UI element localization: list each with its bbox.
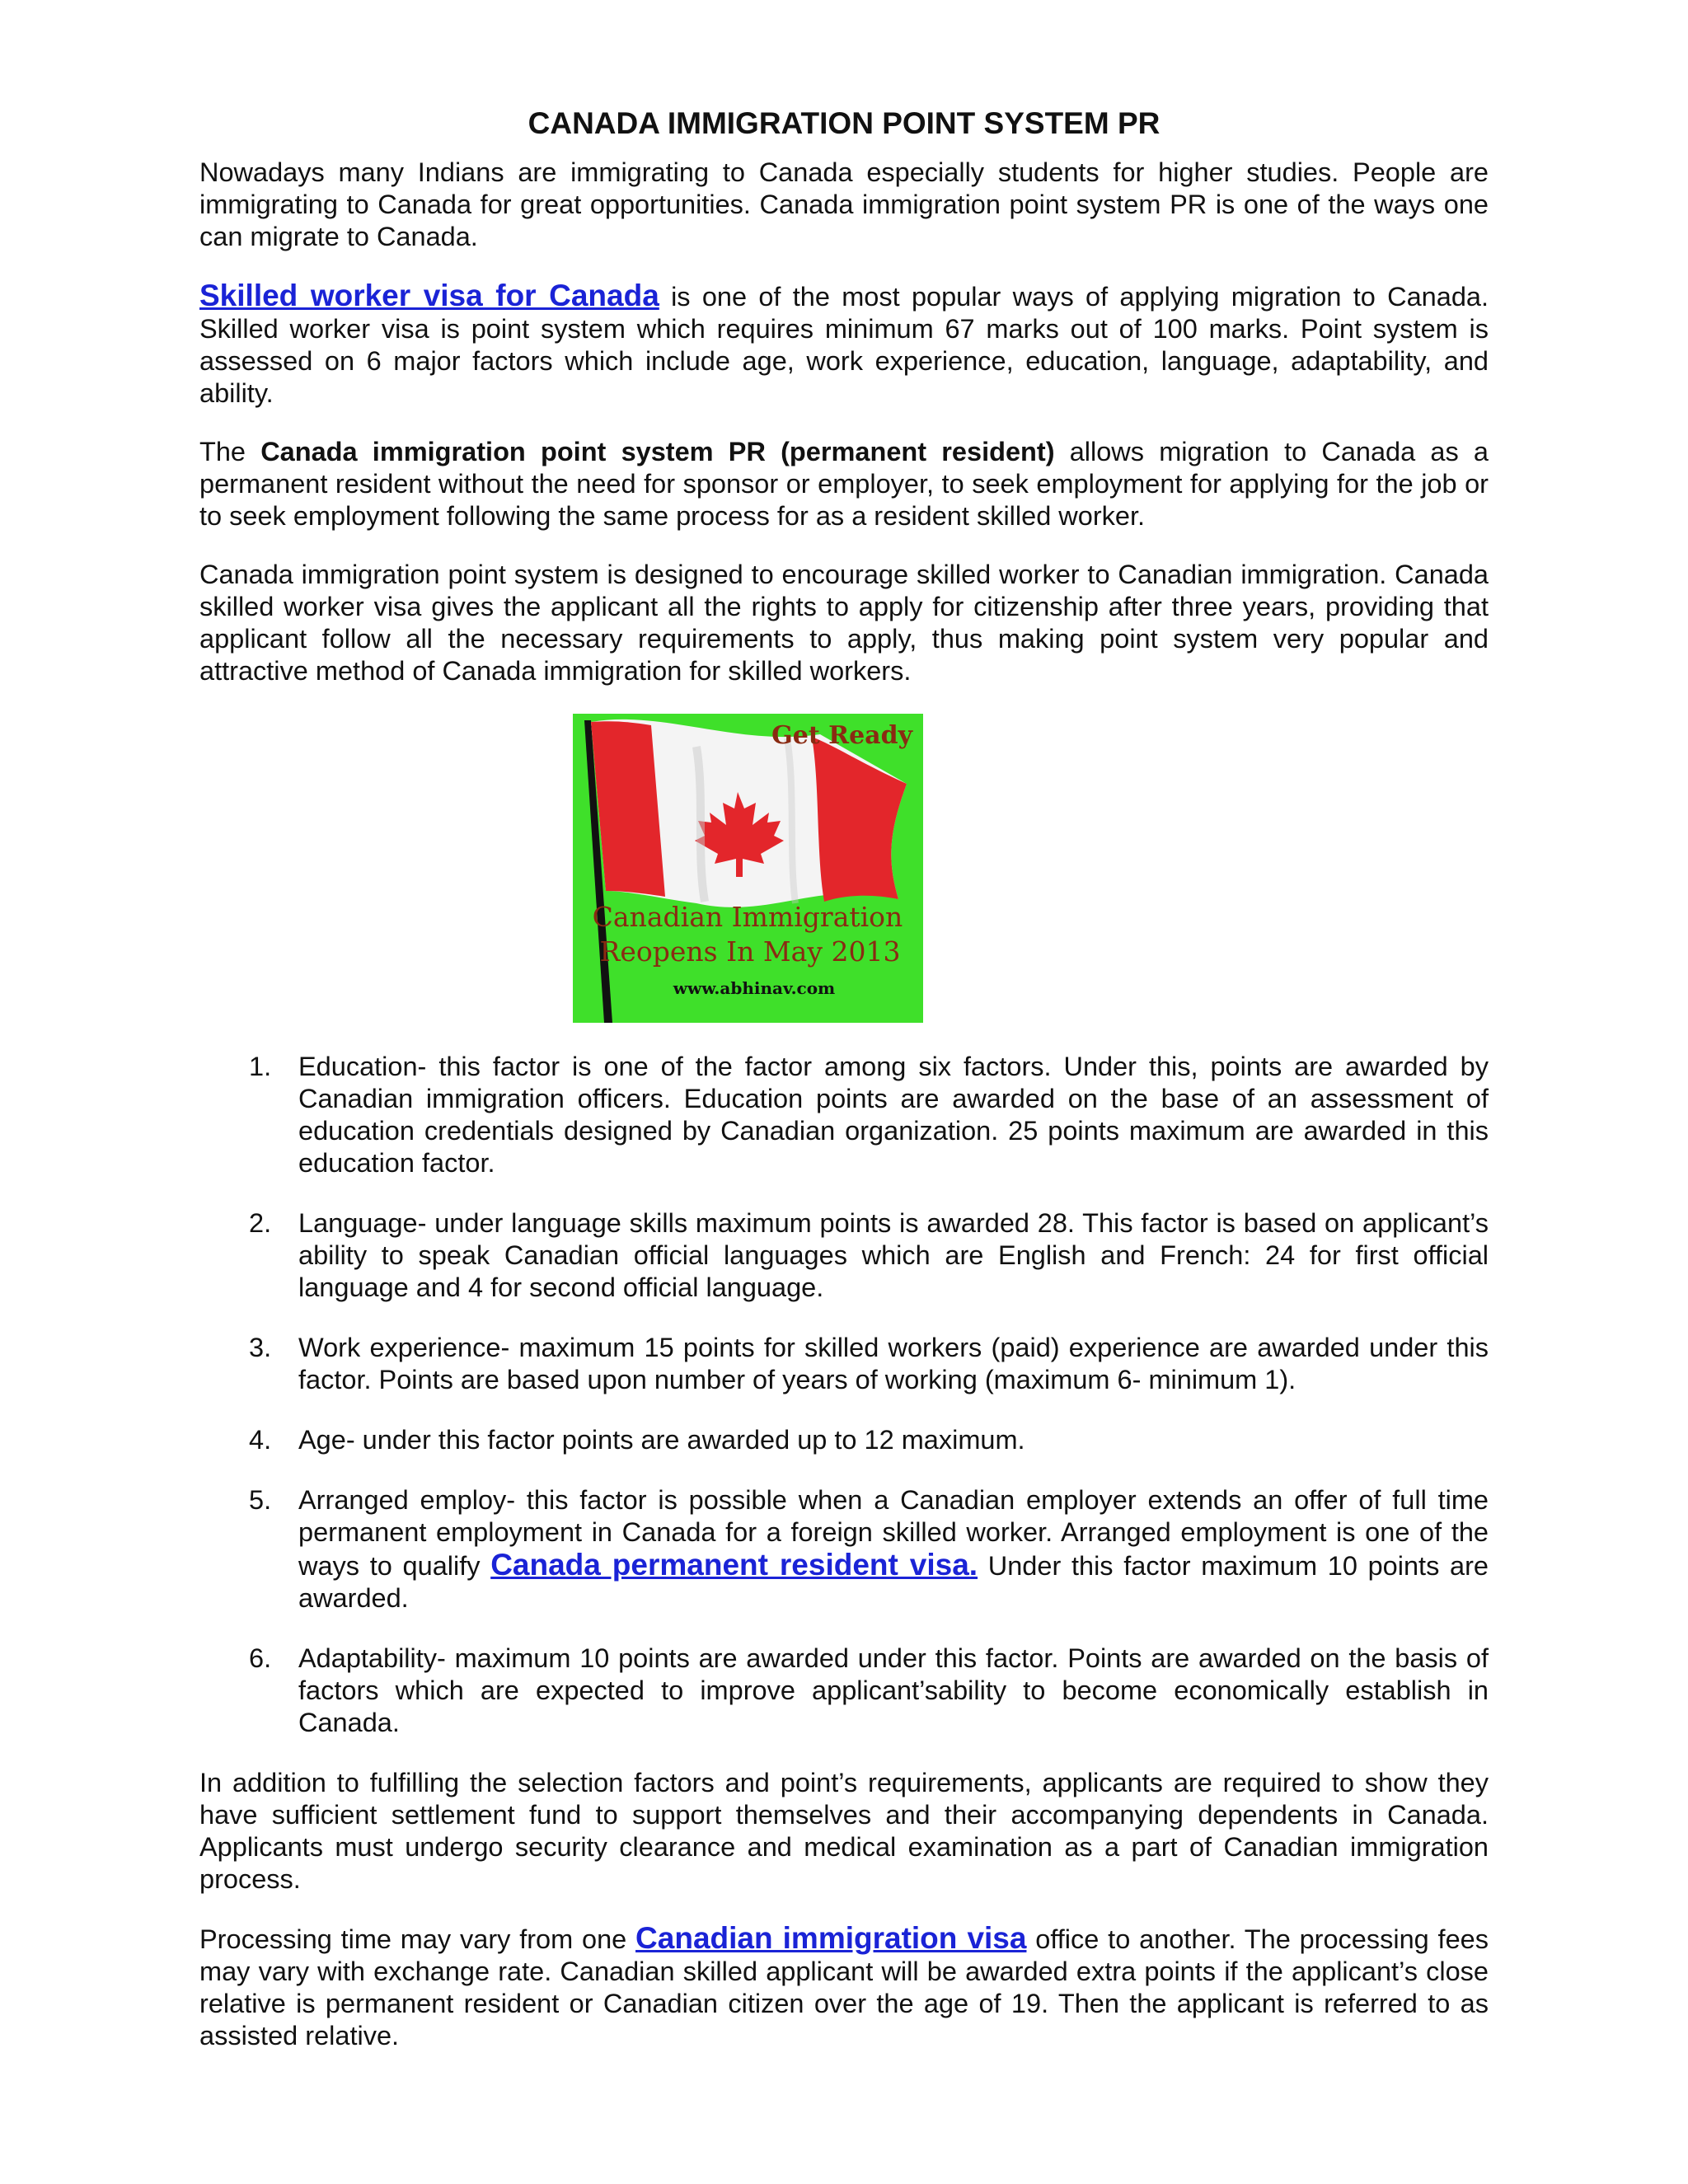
processing-text: office to another. The processing fees may vary with exchange rate. Canadian skilled applicant will be awarded extra points if the applicant’s close relative is permanent resident or Canadian citizen over the age of 19. Then the applicant is referred to as assisted relative. [199, 1924, 1489, 2050]
list-text: Work experience- maximum 15 points for skilled workers (paid) experience are awarded under this factor. Points are based upon number of years of working (maximum 6- minimum 1). [298, 1333, 1489, 1394]
image-caption-immigration: Canadian Immigration [592, 901, 903, 933]
pr-bold-text: Canada immigration point system PR (permanent resident) [260, 437, 1055, 466]
list-number: 6. [249, 1643, 272, 1673]
pr-pre-text: The [199, 437, 261, 466]
pr-text: allows migration to Canada as a permanent resident without the need for sponsor or employer, to seek employment for applying for the job or to seek employment following the same process for as a resident skilled worker. [199, 437, 1489, 531]
list-item [249, 1051, 1489, 1179]
list-text: Adaptability- maximum 10 points are awarded under this factor. Points are awarded on the basis of factors which are expected to improve applicant’sability to become economically establish in Canada. [298, 1643, 1489, 1737]
image-caption-reopens: Reopens In May 2013 [599, 935, 901, 968]
list-item [249, 1424, 1489, 1456]
list-item [249, 1643, 1489, 1739]
document-body [199, 105, 1489, 2079]
list-number: 1. [249, 1052, 272, 1081]
intro-paragraph: Nowadays many Indians are immigrating to Canada especially students for higher studies. People are immigrating to Canada for great opportunities. Canada immigration point system PR is one of the ways one can migrate to Canada. [199, 157, 1489, 251]
processing-pre-text: Processing time may vary from one [199, 1924, 636, 1954]
permanent-resident-paragraph [199, 436, 1489, 532]
skilled-worker-visa-link[interactable]: Skilled worker visa for Canada [199, 279, 659, 312]
image-caption-website: www.abhinav.com [673, 978, 836, 998]
processing-paragraph [199, 1922, 1489, 2052]
list-item [249, 1332, 1489, 1396]
canada-flag-graphic [573, 714, 923, 1023]
permanent-resident-visa-link[interactable]: Canada permanent resident visa. [490, 1548, 978, 1582]
list-text: Education- this factor is one of the factor among six factors. Under this, points are awarded by Canadian immigration officers. Education points are awarded on the base of an assessment of education credentials designed by Canadian organization. 25 points maximum are awarded in this education factor. [298, 1052, 1489, 1178]
list-text: Arranged employ- this factor is possible when a Canadian employer extends an offer of full time permanent employment in Canada for a foreign skilled worker. Arranged employment is one of the ways to qualify [298, 1485, 1489, 1581]
image-caption-get-ready: Get Ready [771, 721, 912, 750]
skilled-worker-text: is one of the most popular ways of applying migration to Canada. Skilled worker visa is point system which requires minimum 67 marks out of 100 marks. Point system is assessed on 6 major factors which include age, work experience, education, language, adaptability, and ability. [199, 282, 1489, 408]
page-title: CANADA IMMIGRATION POINT SYSTEM PR [528, 106, 1160, 140]
list-item [249, 1484, 1489, 1615]
design-paragraph: Canada immigration point system is designed to encourage skilled worker to Canadian immigration. Canada skilled worker visa gives the applicant all the rights to apply for citizenship after three years, providing that applicant follow all the necessary requirements to apply, thus making point system very popular and attractive method of Canada immigration for skilled workers. [199, 560, 1489, 686]
list-item [249, 1207, 1489, 1304]
list-text: Language- under language skills maximum points is awarded 28. This factor is based on applicant’s ability to speak Canadian official languages which are English and French: 24 for first official language and 4 for second official language. [298, 1208, 1489, 1302]
list-number: 4. [249, 1425, 272, 1455]
canadian-immigration-visa-link[interactable]: Canadian immigration visa [635, 1921, 1027, 1955]
list-number: 2. [249, 1208, 272, 1238]
list-text: Under this factor maximum 10 points are awarded. [298, 1551, 1489, 1613]
canada-flag-image [573, 714, 923, 1023]
skilled-worker-paragraph [199, 279, 1489, 410]
list-number: 3. [249, 1333, 272, 1362]
settlement-paragraph: In addition to fulfilling the selection factors and point’s requirements, applicants are required to show they have sufficient settlement fund to support themselves and their accompanying dependents in Canada. Applicants must undergo security clearance and medical examination as a part of Canadian immigration process. [199, 1768, 1489, 1894]
list-number: 5. [249, 1485, 272, 1515]
list-text: Age- under this factor points are awarded up to 12 maximum. [298, 1425, 1025, 1455]
factors-list [199, 1051, 1489, 1739]
